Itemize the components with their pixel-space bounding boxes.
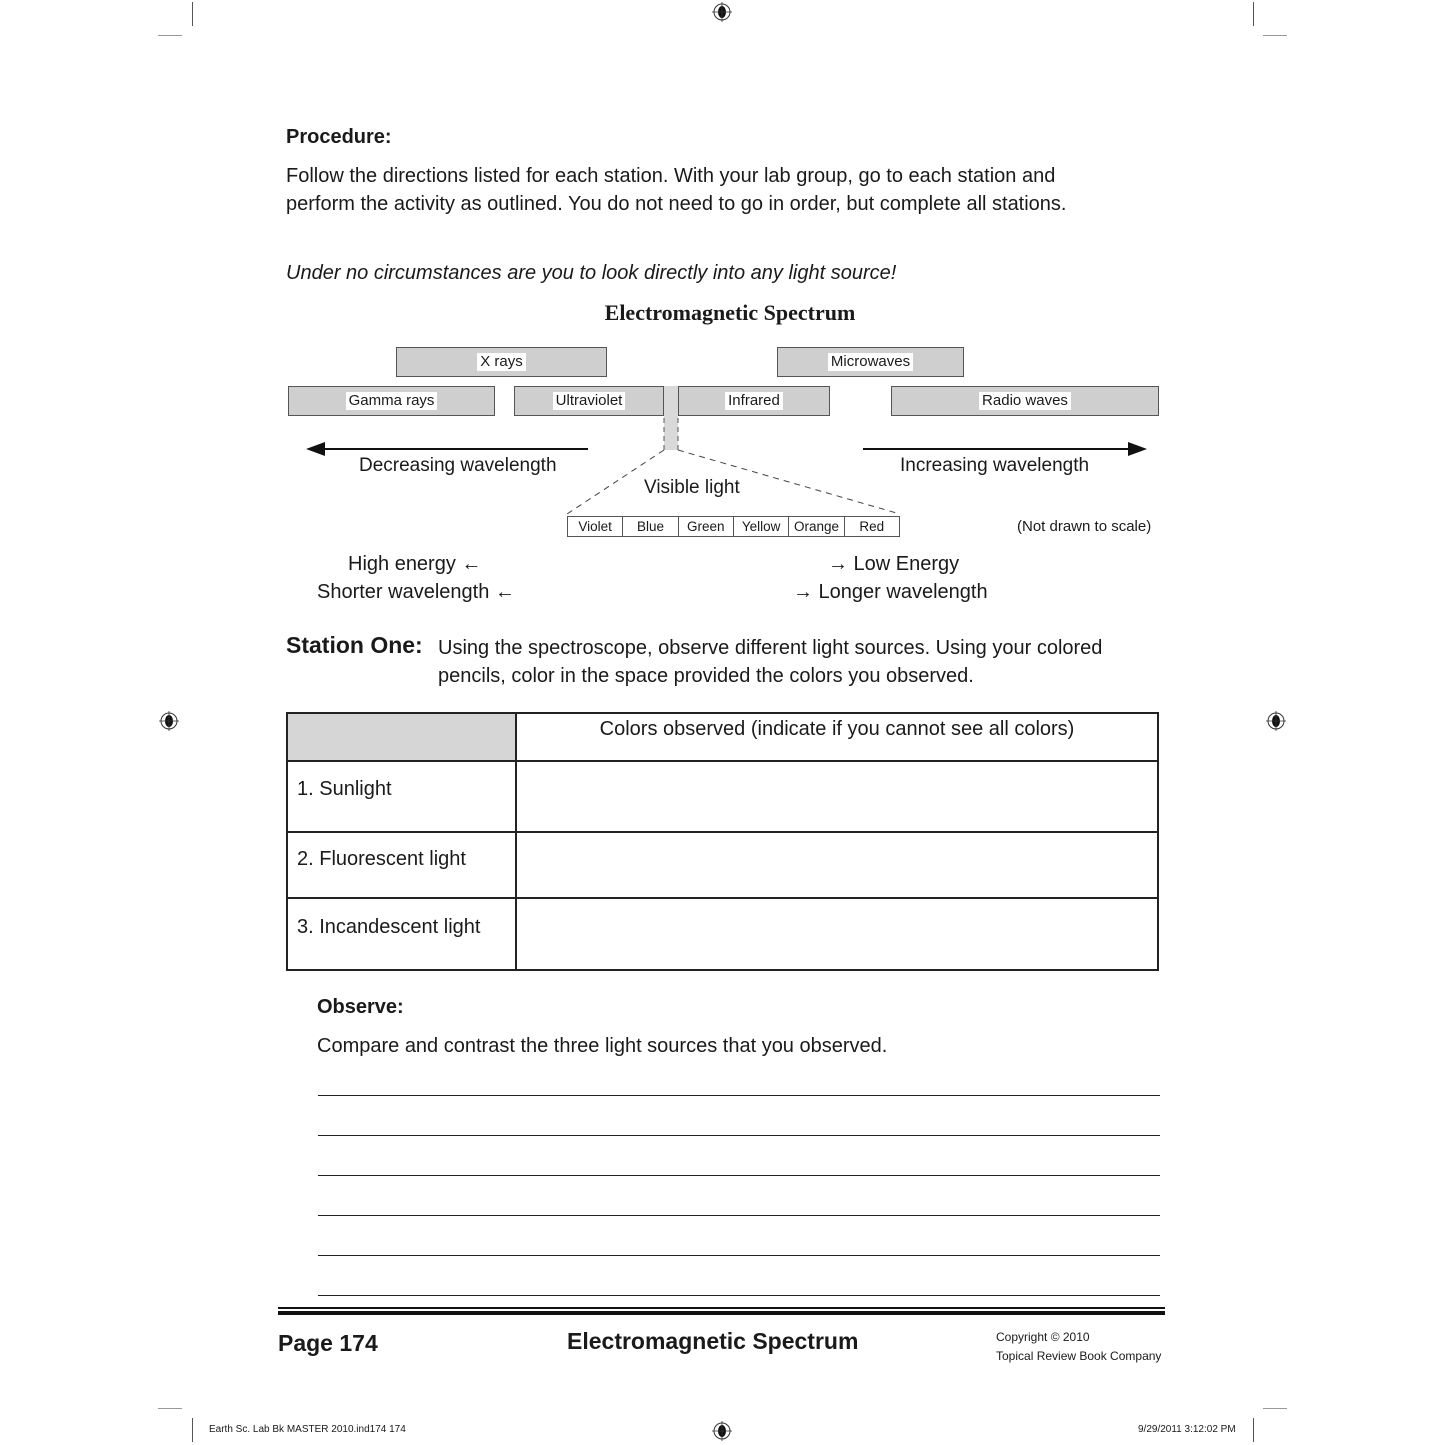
answer-line[interactable] [318,1215,1160,1216]
band-label: X rays [477,353,526,371]
table-row [287,898,1158,970]
station-one-label: Station One: [286,632,423,658]
answer-line[interactable] [318,1295,1160,1296]
band-label: Radio waves [979,392,1071,410]
row-label-incandescent: 3. Incandescent light [287,898,516,970]
answer-line[interactable] [318,1175,1160,1176]
answer-cell-incandescent[interactable] [516,898,1158,970]
diagram-title: Electromagnetic Spectrum [604,300,856,325]
observe-heading: Observe: [317,996,404,1018]
high-energy-label: High energy ← [348,553,482,575]
procedure-text-line-2: perform the activity as outlined. You do not need to go in order, but complete all stations. [286,193,1067,215]
band-label: Ultraviolet [553,392,626,410]
table-header-row [287,713,1158,761]
answer-line[interactable] [318,1135,1160,1136]
procedure-text-line-1: Follow the directions listed for each station. With your lab group, go to each station and [286,165,1056,187]
left-arrow-icon [306,442,325,456]
crop-mark [1263,1408,1287,1409]
answer-line[interactable] [318,1255,1160,1256]
safety-warning: Under no circumstances are you to look directly into any light source! [286,262,897,284]
row-label-fluorescent: 2. Fluorescent light [287,832,516,898]
visible-light-label: Visible light [644,477,740,498]
footer-rule-thick [278,1311,1165,1315]
shorter-wavelength-label: Shorter wavelength ← [317,581,515,603]
station-one-text-line-1: Using the spectroscope, observe different light sources. Using your colored [438,637,1103,659]
answer-line[interactable] [318,1095,1160,1096]
slug-timestamp: 9/29/2011 3:12:02 PM [1138,1424,1236,1435]
diagram-lines [0,0,1445,560]
registration-mark-icon [1266,711,1286,731]
increasing-wavelength-label: Increasing wavelength [900,455,1090,476]
color-violet: Violet [568,517,623,536]
table-row [287,832,1158,898]
procedure-heading: Procedure: [286,126,392,148]
low-energy-label: → Low Energy [828,553,960,575]
crop-mark [158,1408,182,1409]
registration-mark-icon [159,711,179,731]
answer-cell-sunlight[interactable] [516,761,1158,832]
longer-wavelength-label: → Longer wavelength [793,581,988,603]
crop-mark [1253,1418,1254,1442]
footer-title: Electromagnetic Spectrum [567,1328,859,1354]
copyright: Copyright © 2010 [996,1330,1090,1344]
footer-rule-thin [278,1307,1165,1309]
observe-prompt: Compare and contrast the three light sources that you observed. [317,1035,888,1057]
answer-cell-fluorescent[interactable] [516,832,1158,898]
color-blue: Blue [623,517,678,536]
publisher: Topical Review Book Company [996,1349,1162,1363]
band-label: Gamma rays [346,392,438,410]
band-label: Microwaves [828,353,913,371]
visible-band-strip [664,386,678,450]
registration-mark-icon [712,1421,732,1441]
band-label: Infrared [725,392,783,410]
color-red: Red [859,519,885,534]
visible-spectrum-bar [567,516,900,537]
row-label-sunlight: 1. Sunlight [287,761,516,832]
page-number: Page 174 [278,1330,378,1356]
color-orange: Orange [789,517,844,536]
right-arrow-icon [1128,442,1147,456]
table-row [287,761,1158,832]
color-green: Green [679,517,734,536]
slug-filename: Earth Sc. Lab Bk MASTER 2010.ind174 174 [209,1424,406,1435]
color-yellow: Yellow [734,517,789,536]
header-colors-observed: Colors observed (indicate if you cannot see all colors) [516,713,1158,761]
station-one-text-line-2: pencils, color in the space provided the colors you observed. [438,665,974,687]
crop-mark [192,1418,193,1442]
header-blank-cell [287,713,516,761]
scale-note: (Not drawn to scale) [1017,518,1152,535]
decreasing-wavelength-label: Decreasing wavelength [359,455,557,476]
observation-table [286,712,1159,971]
